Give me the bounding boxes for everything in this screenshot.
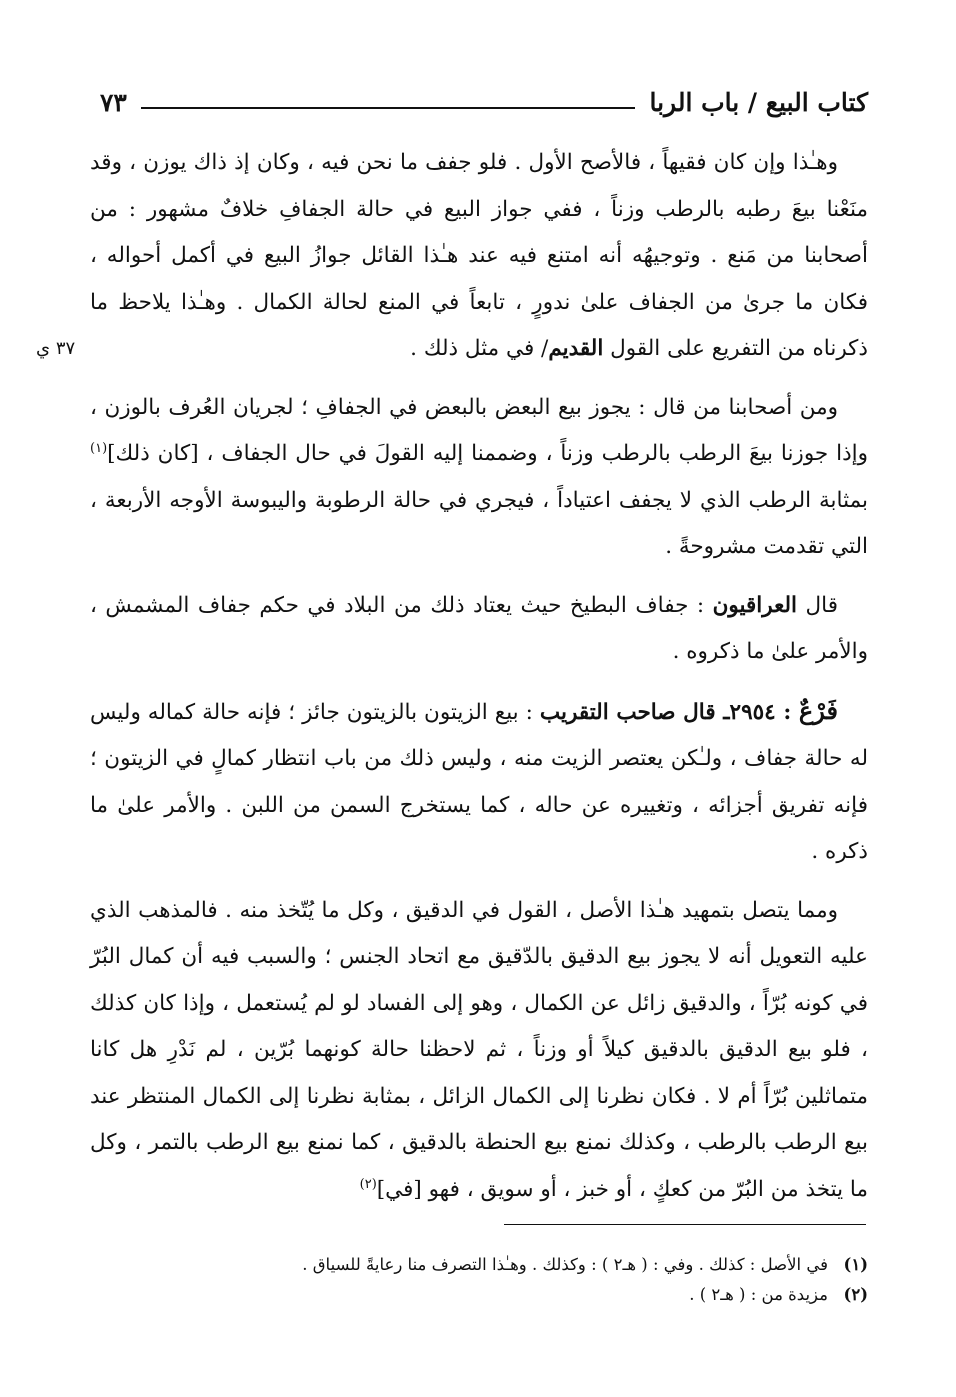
header-title: كتاب البيع / باب الربا [649,87,868,117]
paragraph-1-text: وهـٰذا وإن كان فقيهاً ، فالأصح الأول . فلو جفف ما نحن فيه ، وكان إذ ذاك يوزن ، وقد منَعْنا بيعَ رطبه بالرطب وزناً ، ففي جواز البيع في حالة الجفافِ خلافٌ مشهور : من أصحابنا من مَنع . وتوجيهُه أنه امتنع فيه عند هـٰذا القائل جوازُ البيع في أكمل أحواله ، فكان ما جرىٰ من الجفاف علىٰ ندورٍ ، تابعاً في المنع لحالة الكمال . [90,150,869,315]
margin-manuscript-marker: ٣٧ ي [36,338,76,359]
page-number: ٧٣ [100,87,127,117]
paragraph-1 [90,140,868,373]
paragraph-1-bold-term: القديم [548,336,604,361]
paragraph-1-closing-lead: وهـٰذا يلاحظ ما ذكرناه من التفريع على القول [90,289,868,361]
paragraph-4 [90,688,868,876]
paragraph-4-bold-term: قال صاحب التقريب [539,699,716,725]
footnote-2 [90,1280,868,1310]
main-text [90,140,868,1213]
far-label: فَرْعٌ [798,695,838,725]
paragraph-5 [90,888,868,1214]
footnote-ref-2[interactable]: (٢) [359,1176,377,1192]
paragraph-2-tail: بمثابة الرطب الذي لا يجفف اعتياداً ، فيجري في حالة الرطوبة واليبوسة الأوجه الأربعة ، التي تقدمت مشروحةً . [90,487,868,559]
paragraph-5-text: ومما يتصل بتمهيد هـٰذا الأصل ، القول في الدقيق ، وكل ما يُتّخذ منه . فالمذهب الذي عليه التعويل أنه لا يجوز بيع الدقيق بالدّقيق مع اتحاد الجنس ؛ والسبب فيه أن كمال البُرّ في كونه بُرّاً ، والدقيق زائل عن الكمال ، وهو إلى الفساد لو لم يُستعمل ، وإذا كان كذلك ، فلو بيع الدقيق بالدقيق كيلاً أو وزناً ، ثم لاحظنا حالة كونهما بُرّين ، لم نَدْرِ هل كانا متماثلين بُرّاً أم لا . فكان نظرنا إلى الكمال الزائل ، بمثابة نظرنا إلى الكمال المنتظر عند بيع الرطب بالرطب ، وكذلك نمنع بيع الحنطة بالدقيق ، كما نمنع بيع الرطب بالتمر ، وكل ما يتخذ من البُرّ من كعكٍ ، أو خبز ، أو سويق ، فهو [في] [90,897,868,1202]
paragraph-2-lead: ومن أصحابنا من قال : يجوز بيع البعض بالبعض في الجفافِ ؛ لجريان العُرف بالوزن ، وإذا جوزنا بيعَ الرطب بالرطب وزناً ، وضممنا إليه القولَ في حال الجفاف ، [كان ذلك] [90,394,868,466]
paragraph-4-tail: : بيع الزيتون بالزيتون جائز ؛ فإنه حالة كماله وليس له حالة جفاف ، ولـٰكن يعتصر الزيت منه ، وليس ذلك من باب انتظار كمالٍ في الزيتون ؛ فإنه تفريق أجزائه ، وتغييره عن حاله ، كما يستخرج السمن من اللبن . والأمر علىٰ ما ذكره . [90,699,868,864]
paragraph-3-bold-term: العراقيون [712,592,798,618]
paragraph-1-closing-tail: / في مثل ذلك . [410,336,549,361]
footnotes [90,1250,868,1310]
footnote-1 [90,1250,868,1280]
footnote-ref-1[interactable]: (١) [90,440,108,456]
paragraph-3-lead: قال [797,592,838,618]
header-rule [141,107,636,109]
paragraph-3 [90,583,868,676]
footnote-text: مزيدة من : ( هـ٢ ) . [689,1285,828,1304]
running-header [100,82,868,122]
paragraph-2 [90,385,868,571]
footnote-text: في الأصل : كذلك . وفي : ( هـ٢ ) : وكذلك . وهـٰذا التصرف منا رعايةً للسياق . [302,1255,828,1274]
footnote-separator [504,1224,866,1225]
paragraph-3-tail: : جفاف البطيخ حيث يعتاد ذلك من البلاد في حكم جفاف المشمش ، والأمر علىٰ ما ذكروه . [90,592,868,664]
footnote-number: (١) [843,1255,868,1274]
footnote-number: (٢) [843,1285,868,1304]
issue-number: : ٢٩٥٤ـ [715,699,799,725]
